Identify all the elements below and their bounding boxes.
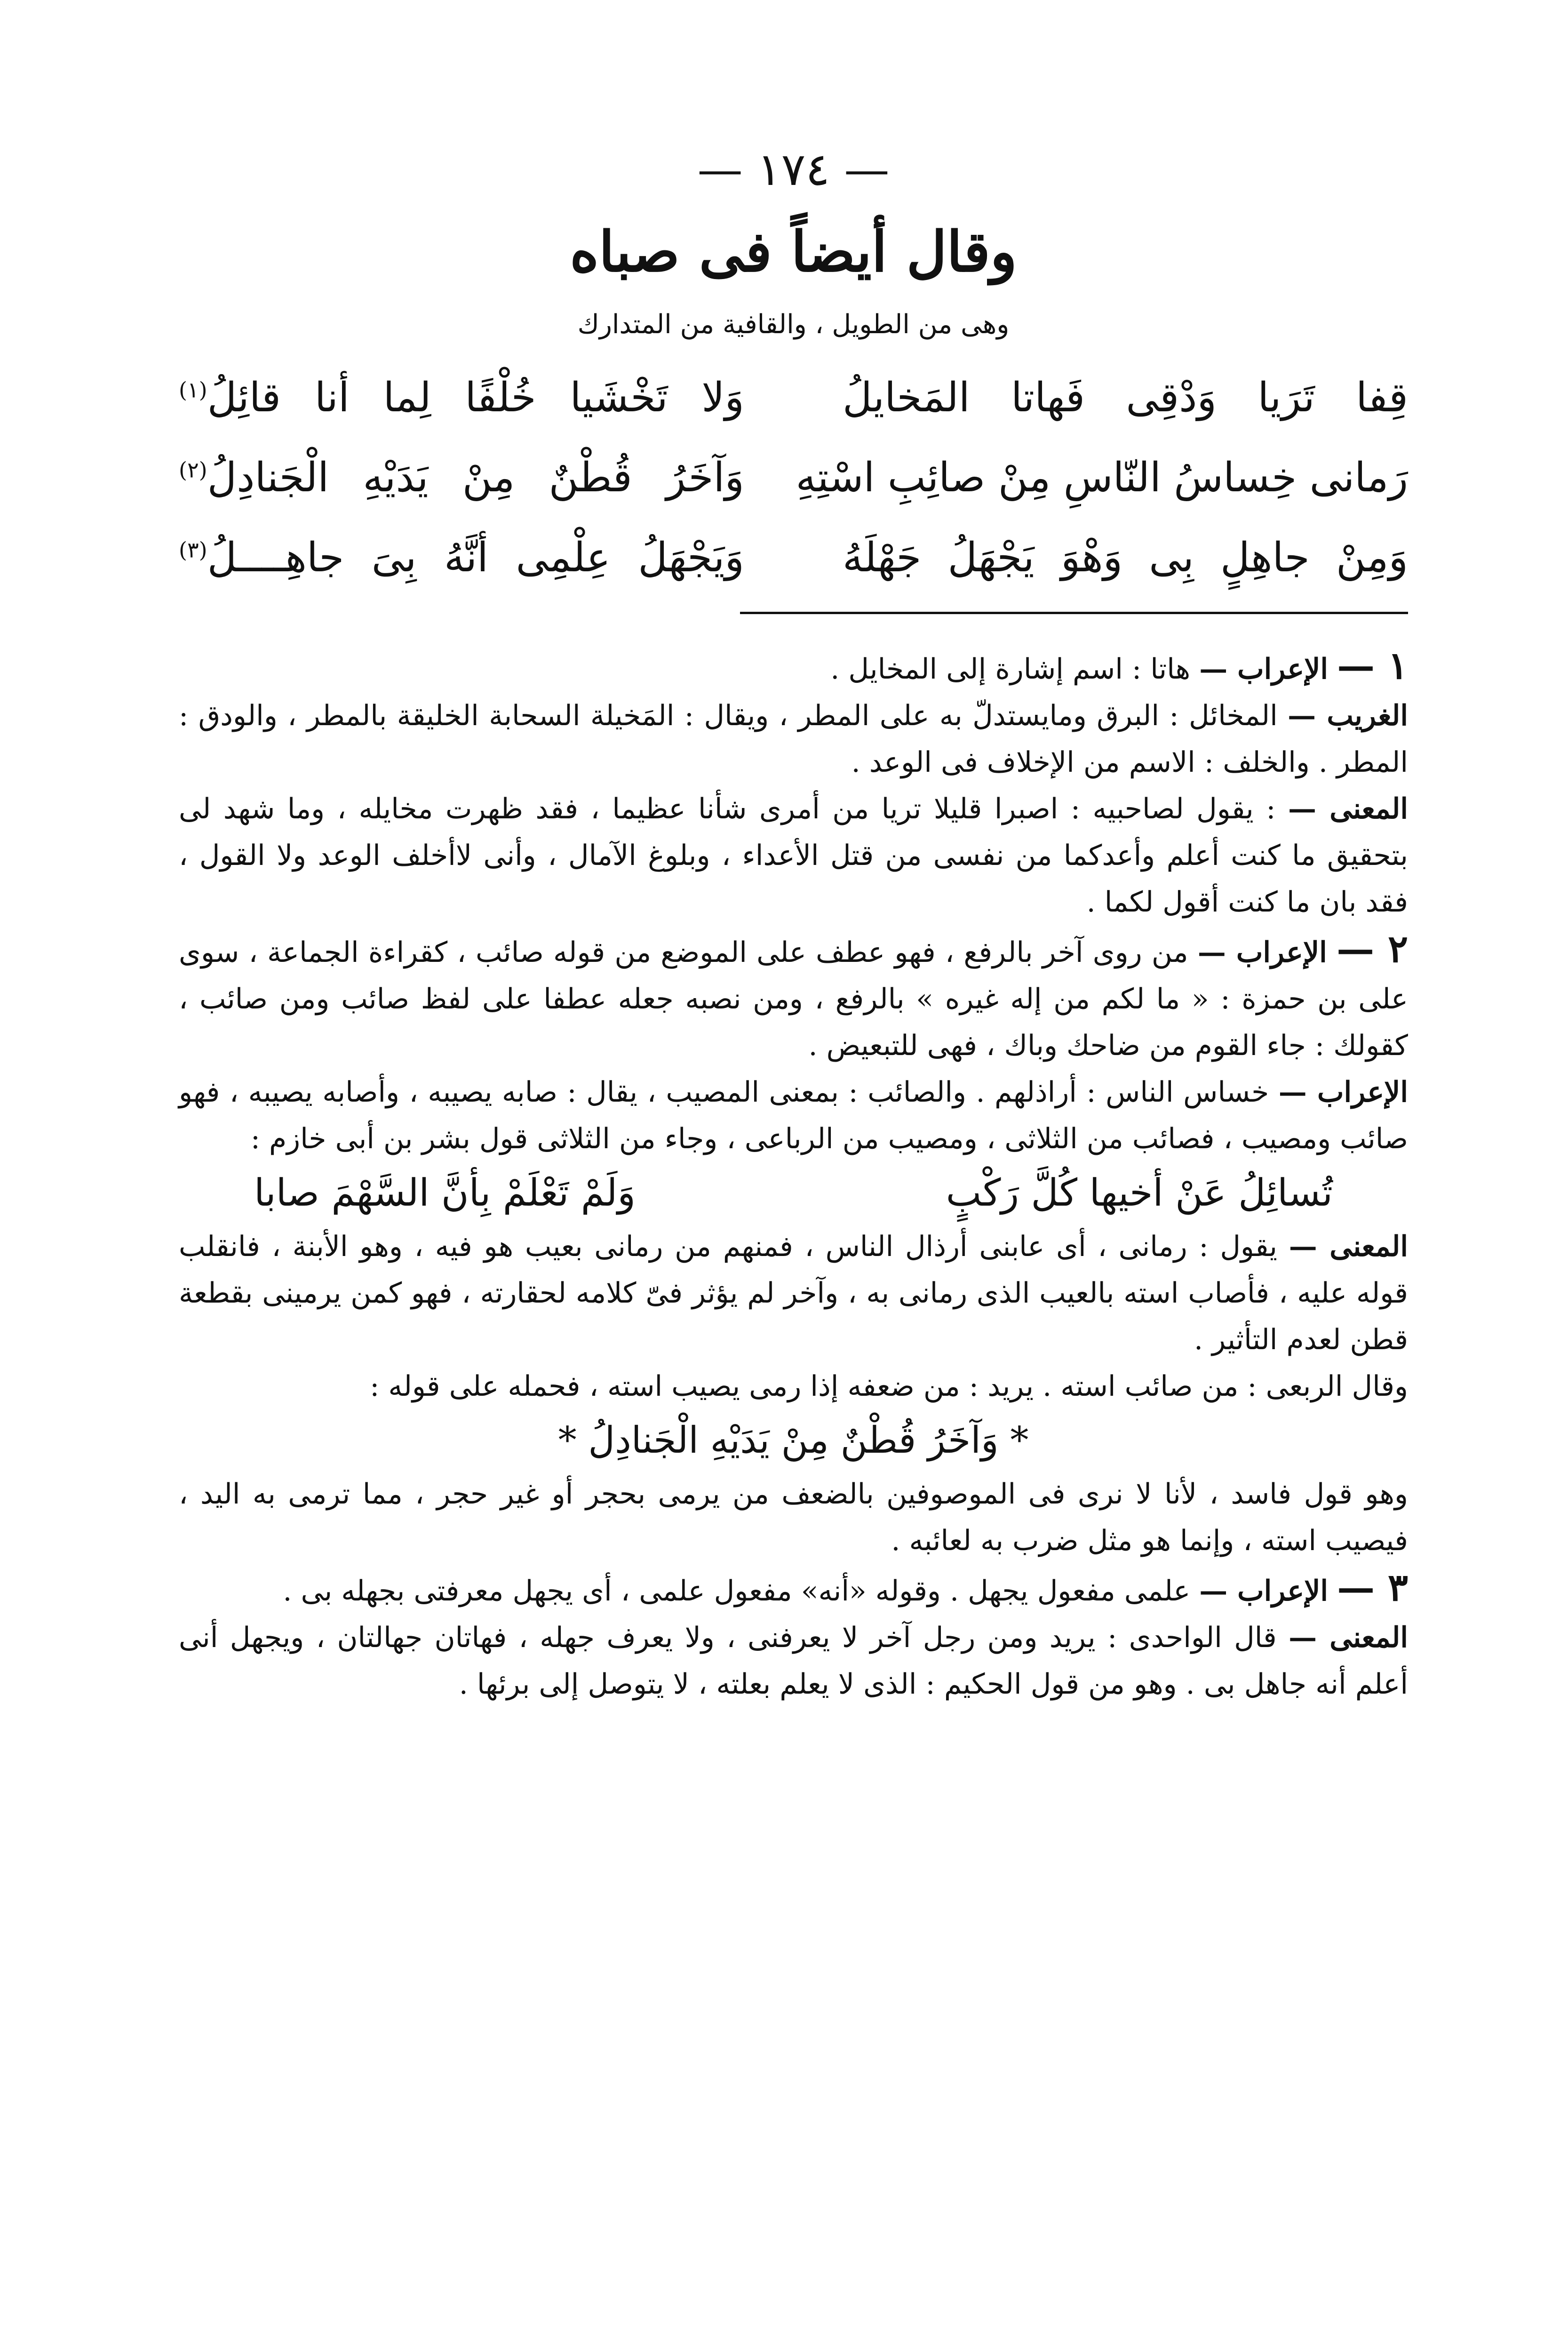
note-3-i3rab-text: علمى مفعول يجهل . وقوله «أنه» مفعول علمى ، أى يجهل معرفتى بجهله بى . [283,1575,1191,1608]
quoted-hemistich: * وَآخَرُ قُطْنٌ مِنْ يَدَيْهِ الْجَنادِلُ * [558,1419,1029,1462]
verse-2-second-text: وَآخَرُ قُطْنٌ مِنْ يَدَيْهِ الْجَنادِلُ [207,454,744,501]
poem-title: وقال أيضاً فى صباه [570,219,1017,284]
verse-3 [179,518,1408,598]
note-1-i3rab-text: هاتا : اسم إشارة إلى المخايل . [830,653,1191,686]
note-1-gharib-label: الغريب — [1288,699,1408,732]
quoted-verse-bishr [179,1162,1408,1224]
footnote-mark-3: (٣) [179,537,207,563]
note-2-gharib-text: خساس الناس : أراذلهم . والصائب : بمعنى المصيب ، يقال : صابه يصيبه ، وأصابه يصيبه ، فهو صائب ومصيب ، فصائب من الثلاثى ، ومصيب من الرباعى ، وجاء من الثلاثى قول بشر بن أبى خازم : [179,1076,1408,1155]
note-1-i3rab [179,642,1408,693]
note-1-ma3na [179,786,1408,926]
note-2-gharib-label: الإعراب — [1278,1076,1409,1109]
footnotes [179,642,1408,1708]
note-2-i3rab-text: من روى آخر بالرفع ، فهو عطف على الموضع من قوله صائب ، كقراءة الجماعة ، سوى على بن حمزة : « ما لكم من إله غيره » بالرفع ، ومن نصبه جعله عطفا على لفظ صائب ومن صائب ، كقولك : جاء القوم من ضاحك وباك ، فهى للتبعيض . [179,936,1408,1062]
note-1-ma3na-text: : يقول لصاحبيه : اصبرا قليلا تريا من أمرى شأنا عظيما ، فقد ظهرت مخايله ، وما شهد لى بتحقيق ما كنت أعلم وأعدكما من نفسى من قتل الأعداء ، وبلوغ الآمال ، وأنى لاأخلف الوعد ولا القول ، فقد بان ما كنت أقول لكما . [179,792,1408,919]
verse-3-second-hemistich [179,518,744,598]
page-number: — ١٧٤ — [697,143,890,196]
note-3-number: ٣ — [1337,1565,1408,1609]
quoted-verse-first-hemistich: تُسائِلُ عَنْ أخيها كُلَّ رَكْبٍ [946,1171,1333,1215]
note-3-ma3na-label: المعنى — [1289,1621,1409,1654]
note-2-ma3na-label: المعنى — [1289,1230,1409,1263]
poem-meter-note: وهى من الطويل ، والقافية من المتدارك [577,309,1010,340]
footnote-mark-2: (٢) [179,457,207,483]
note-3-ma3na [179,1615,1408,1708]
quoted-verse-second-hemistich: وَلَمْ تَعْلَمْ بِأنَّ السَّهْمَ صابا [254,1171,636,1215]
note-2-number: ٢ — [1337,927,1409,971]
note-2-i3rab-label: الإعراب — [1197,936,1327,969]
note-2-ma3na-text: يقول : رمانى ، أى عابنى أرذال الناس ، فمنهم من رمانى بعيب هو فيه ، وهو الأبنة ، فانقلب قوله عليه ، فأصاب استه بالعيب الذى رمانى به ، وآخر لم يؤثر فىّ كلامه لحقارته ، فهو كمن يرمينى بقطعة قطن لعدم التأثير . [179,1230,1408,1356]
note-1-ma3na-label: المعنى — [1288,792,1409,825]
verse-1-second-hemistich [179,358,744,438]
poem-verses [179,358,1408,598]
note-1-number: ١ — [1337,643,1408,688]
verse-2-second-hemistich [179,438,744,518]
note-3-i3rab-label: الإعراب — [1199,1575,1329,1608]
footnote-mark-1: (١) [179,377,207,403]
note-2-gharib [179,1069,1408,1162]
verse-3-first-hemistich: وَمِنْ جاهِلٍ بِى وَهْوَ يَجْهَلُ جَهْلَهُ [843,534,1408,581]
note-3-i3rab [179,1564,1408,1615]
note-1-gharib [179,693,1408,786]
note-1-i3rab-label: الإعراب — [1199,653,1329,686]
note-1-gharib-text: المخائل : البرق ومايستدلّ به على المطر ، ويقال : المَخيلة السحابة الخليقة بالمطر ، والودق : المطر . والخلف : الاسم من الإخلاف فى الوعد . [179,699,1408,779]
verse-3-second-text: وَيَجْهَلُ عِلْمِى أنَّهُ بِىَ جاهِــــلُ [207,534,744,581]
note-2-ma3na [179,1224,1408,1363]
verse-2 [179,438,1408,518]
note-2-rabai: وقال الربعى : من صائب استه . يريد : من ضعفه إذا رمى يصيب استه ، فحمله على قوله : [370,1370,1408,1403]
verse-1 [179,358,1408,438]
footnote-divider [740,612,1408,614]
note-3-ma3na-text: قال الواحدى : يريد ومن رجل آخر لا يعرفنى ، ولا يعرف جهله ، فهاتان جهالتان ، ويجهل أنى أعلم أنه جاهل بى . وهو من قول الحكيم : الذى لا يعلم بعلته ، لا يتوصل إلى برئها . [179,1621,1408,1701]
verse-1-second-text: وَلا تَخْشَيا خُلْفًا لِما أنا قائِلُ [207,374,744,421]
note-2-fasid: وهو قول فاسد ، لأنا لا نرى فى الموصوفين بالضعف من يرمى بحجر أو غير حجر ، مما ترمى به اليد ، فيصيب استه ، وإنما هو مثل ضرب به لعائبه . [179,1478,1408,1557]
verse-2-first-hemistich: رَمانى خِساسُ النّاسِ مِنْ صائِبِ اسْتِهِ [796,454,1408,501]
verse-1-first-hemistich: قِفا تَرَيا وَدْقِى فَهاتا المَخايلُ [843,374,1408,421]
note-2-i3rab [179,926,1408,1069]
